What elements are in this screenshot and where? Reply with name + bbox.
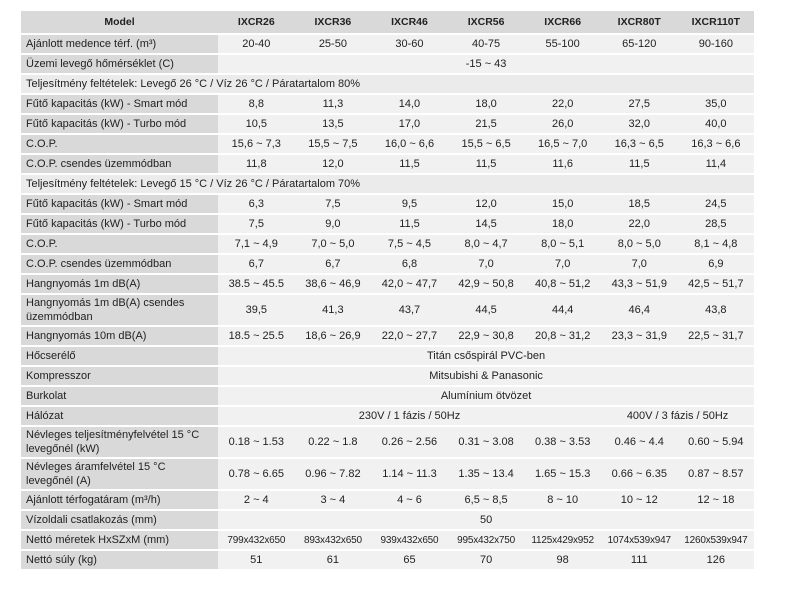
row-label: Kompresszor [21, 367, 218, 385]
value-cell: 0.87 ~ 8.57 [678, 459, 755, 489]
value-cell: 8,1 ~ 4,8 [678, 235, 755, 253]
spec-row [21, 459, 754, 489]
spec-row [21, 367, 754, 385]
value-cell: 111 [601, 551, 678, 569]
row-label: Hangnyomás 1m dB(A) csendes üzemmódban [21, 295, 218, 325]
value-cell: 4 ~ 6 [371, 491, 448, 509]
value-cell: 0.22 ~ 1.8 [295, 427, 372, 457]
value-cell: 39,5 [218, 295, 295, 325]
spec-row [21, 347, 754, 365]
section-title: Teljesítmény feltételek: Levegő 15 °C / Víz 26 °C / Páratartalom 70% [21, 175, 754, 193]
header-model-name: IXCR80T [601, 11, 678, 33]
value-cell: 18,6 ~ 26,9 [295, 327, 372, 345]
value-cell: 0.60 ~ 5.94 [678, 427, 755, 457]
header-model-name: IXCR66 [524, 11, 601, 33]
value-cell: 10,5 [218, 115, 295, 133]
row-label: Burkolat [21, 387, 218, 405]
value-cell: 11,6 [524, 155, 601, 173]
value-cell: 32,0 [601, 115, 678, 133]
value-cell: 25-50 [295, 35, 372, 53]
three-phase-cell: 400V / 3 fázis / 50Hz [601, 407, 754, 425]
spanned-value-cell: Titán csőspirál PVC-ben [218, 347, 754, 365]
spec-row [21, 295, 754, 325]
value-cell: 15,5 ~ 7,5 [295, 135, 372, 153]
value-cell: 11,4 [678, 155, 755, 173]
value-cell: 6,7 [218, 255, 295, 273]
value-cell: 16,3 ~ 6,6 [678, 135, 755, 153]
spec-table-container [21, 9, 754, 571]
spec-row [21, 327, 754, 345]
row-label: C.O.P. csendes üzemmódban [21, 155, 218, 173]
row-label: Nettó súly (kg) [21, 551, 218, 569]
value-cell: 7,0 ~ 5,0 [295, 235, 372, 253]
value-cell: 2 ~ 4 [218, 491, 295, 509]
header-model-name: IXCR36 [295, 11, 372, 33]
value-cell: 11,3 [295, 95, 372, 113]
value-cell: 12,0 [448, 195, 525, 213]
row-label: Fűtő kapacitás (kW) - Smart mód [21, 95, 218, 113]
value-cell: 0.38 ~ 3.53 [524, 427, 601, 457]
value-cell: 0.26 ~ 2.56 [371, 427, 448, 457]
section-row [21, 75, 754, 93]
row-label: Nettó méretek HxSZxM (mm) [21, 531, 218, 549]
value-cell: 22,9 ~ 30,8 [448, 327, 525, 345]
value-cell: 6,3 [218, 195, 295, 213]
value-cell: 43,8 [678, 295, 755, 325]
value-cell: 41,3 [295, 295, 372, 325]
spec-row [21, 115, 754, 133]
spec-table [21, 9, 754, 571]
value-cell: 0.78 ~ 6.65 [218, 459, 295, 489]
value-cell: 51 [218, 551, 295, 569]
spec-row [21, 427, 754, 457]
spanned-value-cell: Mitsubishi & Panasonic [218, 367, 754, 385]
header-row [21, 11, 754, 33]
spec-row [21, 135, 754, 153]
section-row [21, 175, 754, 193]
row-label: Ajánlott térfogatáram (m³/h) [21, 491, 218, 509]
spec-row [21, 511, 754, 529]
value-cell: 1.35 ~ 13.4 [448, 459, 525, 489]
value-cell: 24,5 [678, 195, 755, 213]
value-cell: 126 [678, 551, 755, 569]
value-cell: 42,9 ~ 50,8 [448, 275, 525, 293]
value-cell: 14,0 [371, 95, 448, 113]
value-cell: 28,5 [678, 215, 755, 233]
header-model-name: IXCR26 [218, 11, 295, 33]
value-cell: 11,5 [371, 215, 448, 233]
row-label: Fűtő kapacitás (kW) - Smart mód [21, 195, 218, 213]
value-cell: 0.46 ~ 4.4 [601, 427, 678, 457]
spanned-value-cell: -15 ~ 43 [218, 55, 754, 73]
value-cell: 43,3 ~ 51,9 [601, 275, 678, 293]
value-cell: 70 [448, 551, 525, 569]
value-cell: 799x432x650 [218, 531, 295, 549]
value-cell: 44,4 [524, 295, 601, 325]
row-label: Hangnyomás 10m dB(A) [21, 327, 218, 345]
section-title: Teljesítmény feltételek: Levegő 26 °C / Víz 26 °C / Páratartalom 80% [21, 75, 754, 93]
spec-row [21, 255, 754, 273]
spanned-value-cell: 50 [218, 511, 754, 529]
value-cell: 11,5 [371, 155, 448, 173]
row-label: Névleges teljesítményfelvétel 15 °C levegőnél (kW) [21, 427, 218, 457]
value-cell: 8,0 ~ 5,0 [601, 235, 678, 253]
header-model-name: IXCR46 [371, 11, 448, 33]
row-label: C.O.P. [21, 235, 218, 253]
spec-row [21, 215, 754, 233]
value-cell: 1125x429x952 [524, 531, 601, 549]
value-cell: 14,5 [448, 215, 525, 233]
value-cell: 1.65 ~ 15.3 [524, 459, 601, 489]
value-cell: 3 ~ 4 [295, 491, 372, 509]
value-cell: 15,0 [524, 195, 601, 213]
value-cell: 22,5 ~ 31,7 [678, 327, 755, 345]
value-cell: 7,5 [295, 195, 372, 213]
spec-table-body [21, 35, 754, 569]
value-cell: 7,5 ~ 4,5 [371, 235, 448, 253]
value-cell: 90-160 [678, 35, 755, 53]
value-cell: 44,5 [448, 295, 525, 325]
value-cell: 7,0 [448, 255, 525, 273]
value-cell: 22,0 ~ 27,7 [371, 327, 448, 345]
value-cell: 61 [295, 551, 372, 569]
value-cell: 43,7 [371, 295, 448, 325]
value-cell: 12,0 [295, 155, 372, 173]
value-cell: 9,0 [295, 215, 372, 233]
spec-row [21, 155, 754, 173]
single-phase-cell: 230V / 1 fázis / 50Hz [218, 407, 601, 425]
row-label: Hálózat [21, 407, 218, 425]
value-cell: 40-75 [448, 35, 525, 53]
value-cell: 18,0 [448, 95, 525, 113]
row-label: Fűtő kapacitás (kW) - Turbo mód [21, 115, 218, 133]
value-cell: 26,0 [524, 115, 601, 133]
value-cell: 7,0 [601, 255, 678, 273]
row-label: Ajánlott medence térf. (m³) [21, 35, 218, 53]
value-cell: 65-120 [601, 35, 678, 53]
row-label: C.O.P. csendes üzemmódban [21, 255, 218, 273]
value-cell: 23,3 ~ 31,9 [601, 327, 678, 345]
spec-row [21, 275, 754, 293]
spec-row [21, 55, 754, 73]
row-label: Névleges áramfelvétel 15 °C levegőnél (A) [21, 459, 218, 489]
value-cell: 18,5 [601, 195, 678, 213]
spanned-value-cell: Alumínium ötvözet [218, 387, 754, 405]
value-cell: 0.96 ~ 7.82 [295, 459, 372, 489]
value-cell: 8,0 ~ 5,1 [524, 235, 601, 253]
header-model-name: IXCR110T [678, 11, 755, 33]
value-cell: 6,9 [678, 255, 755, 273]
row-label: Fűtő kapacitás (kW) - Turbo mód [21, 215, 218, 233]
header-model-name: IXCR56 [448, 11, 525, 33]
value-cell: 7,1 ~ 4,9 [218, 235, 295, 253]
value-cell: 17,0 [371, 115, 448, 133]
value-cell: 20,8 ~ 31,2 [524, 327, 601, 345]
value-cell: 40,0 [678, 115, 755, 133]
value-cell: 22,0 [601, 215, 678, 233]
value-cell: 9,5 [371, 195, 448, 213]
value-cell: 1.14 ~ 11.3 [371, 459, 448, 489]
value-cell: 16,5 ~ 7,0 [524, 135, 601, 153]
row-label: Hangnyomás 1m dB(A) [21, 275, 218, 293]
value-cell: 46,4 [601, 295, 678, 325]
value-cell: 8,0 ~ 4,7 [448, 235, 525, 253]
value-cell: 35,0 [678, 95, 755, 113]
spec-row [21, 95, 754, 113]
value-cell: 15,5 ~ 6,5 [448, 135, 525, 153]
value-cell: 18,0 [524, 215, 601, 233]
row-label: C.O.P. [21, 135, 218, 153]
spec-row [21, 35, 754, 53]
value-cell: 22,0 [524, 95, 601, 113]
value-cell: 15,6 ~ 7,3 [218, 135, 295, 153]
value-cell: 0.31 ~ 3.08 [448, 427, 525, 457]
value-cell: 18.5 ~ 25.5 [218, 327, 295, 345]
value-cell: 16,0 ~ 6,6 [371, 135, 448, 153]
value-cell: 27,5 [601, 95, 678, 113]
value-cell: 0.18 ~ 1.53 [218, 427, 295, 457]
value-cell: 38.5 ~ 45.5 [218, 275, 295, 293]
value-cell: 10 ~ 12 [601, 491, 678, 509]
value-cell: 20-40 [218, 35, 295, 53]
value-cell: 7,5 [218, 215, 295, 233]
spec-row [21, 491, 754, 509]
value-cell: 6,8 [371, 255, 448, 273]
value-cell: 1074x539x947 [601, 531, 678, 549]
spec-row [21, 195, 754, 213]
value-cell: 6,7 [295, 255, 372, 273]
value-cell: 939x432x650 [371, 531, 448, 549]
value-cell: 65 [371, 551, 448, 569]
spec-row [21, 551, 754, 569]
spec-row [21, 387, 754, 405]
value-cell: 8 ~ 10 [524, 491, 601, 509]
spec-row [21, 407, 754, 425]
value-cell: 40,8 ~ 51,2 [524, 275, 601, 293]
value-cell: 55-100 [524, 35, 601, 53]
value-cell: 16,3 ~ 6,5 [601, 135, 678, 153]
value-cell: 11,5 [601, 155, 678, 173]
row-label: Hőcserélő [21, 347, 218, 365]
value-cell: 42,5 ~ 51,7 [678, 275, 755, 293]
value-cell: 0.66 ~ 6.35 [601, 459, 678, 489]
value-cell: 11,8 [218, 155, 295, 173]
value-cell: 7,0 [524, 255, 601, 273]
header-model-label: Model [21, 11, 218, 33]
spec-row [21, 235, 754, 253]
row-label: Vízoldali csatlakozás (mm) [21, 511, 218, 529]
value-cell: 12 ~ 18 [678, 491, 755, 509]
value-cell: 42,0 ~ 47,7 [371, 275, 448, 293]
value-cell: 6,5 ~ 8,5 [448, 491, 525, 509]
value-cell: 995x432x750 [448, 531, 525, 549]
value-cell: 30-60 [371, 35, 448, 53]
value-cell: 38,6 ~ 46,9 [295, 275, 372, 293]
value-cell: 21,5 [448, 115, 525, 133]
spec-row [21, 531, 754, 549]
value-cell: 98 [524, 551, 601, 569]
value-cell: 11,5 [448, 155, 525, 173]
value-cell: 8,8 [218, 95, 295, 113]
value-cell: 893x432x650 [295, 531, 372, 549]
row-label: Üzemi levegő hőmérséklet (C) [21, 55, 218, 73]
value-cell: 1260x539x947 [678, 531, 755, 549]
value-cell: 13,5 [295, 115, 372, 133]
